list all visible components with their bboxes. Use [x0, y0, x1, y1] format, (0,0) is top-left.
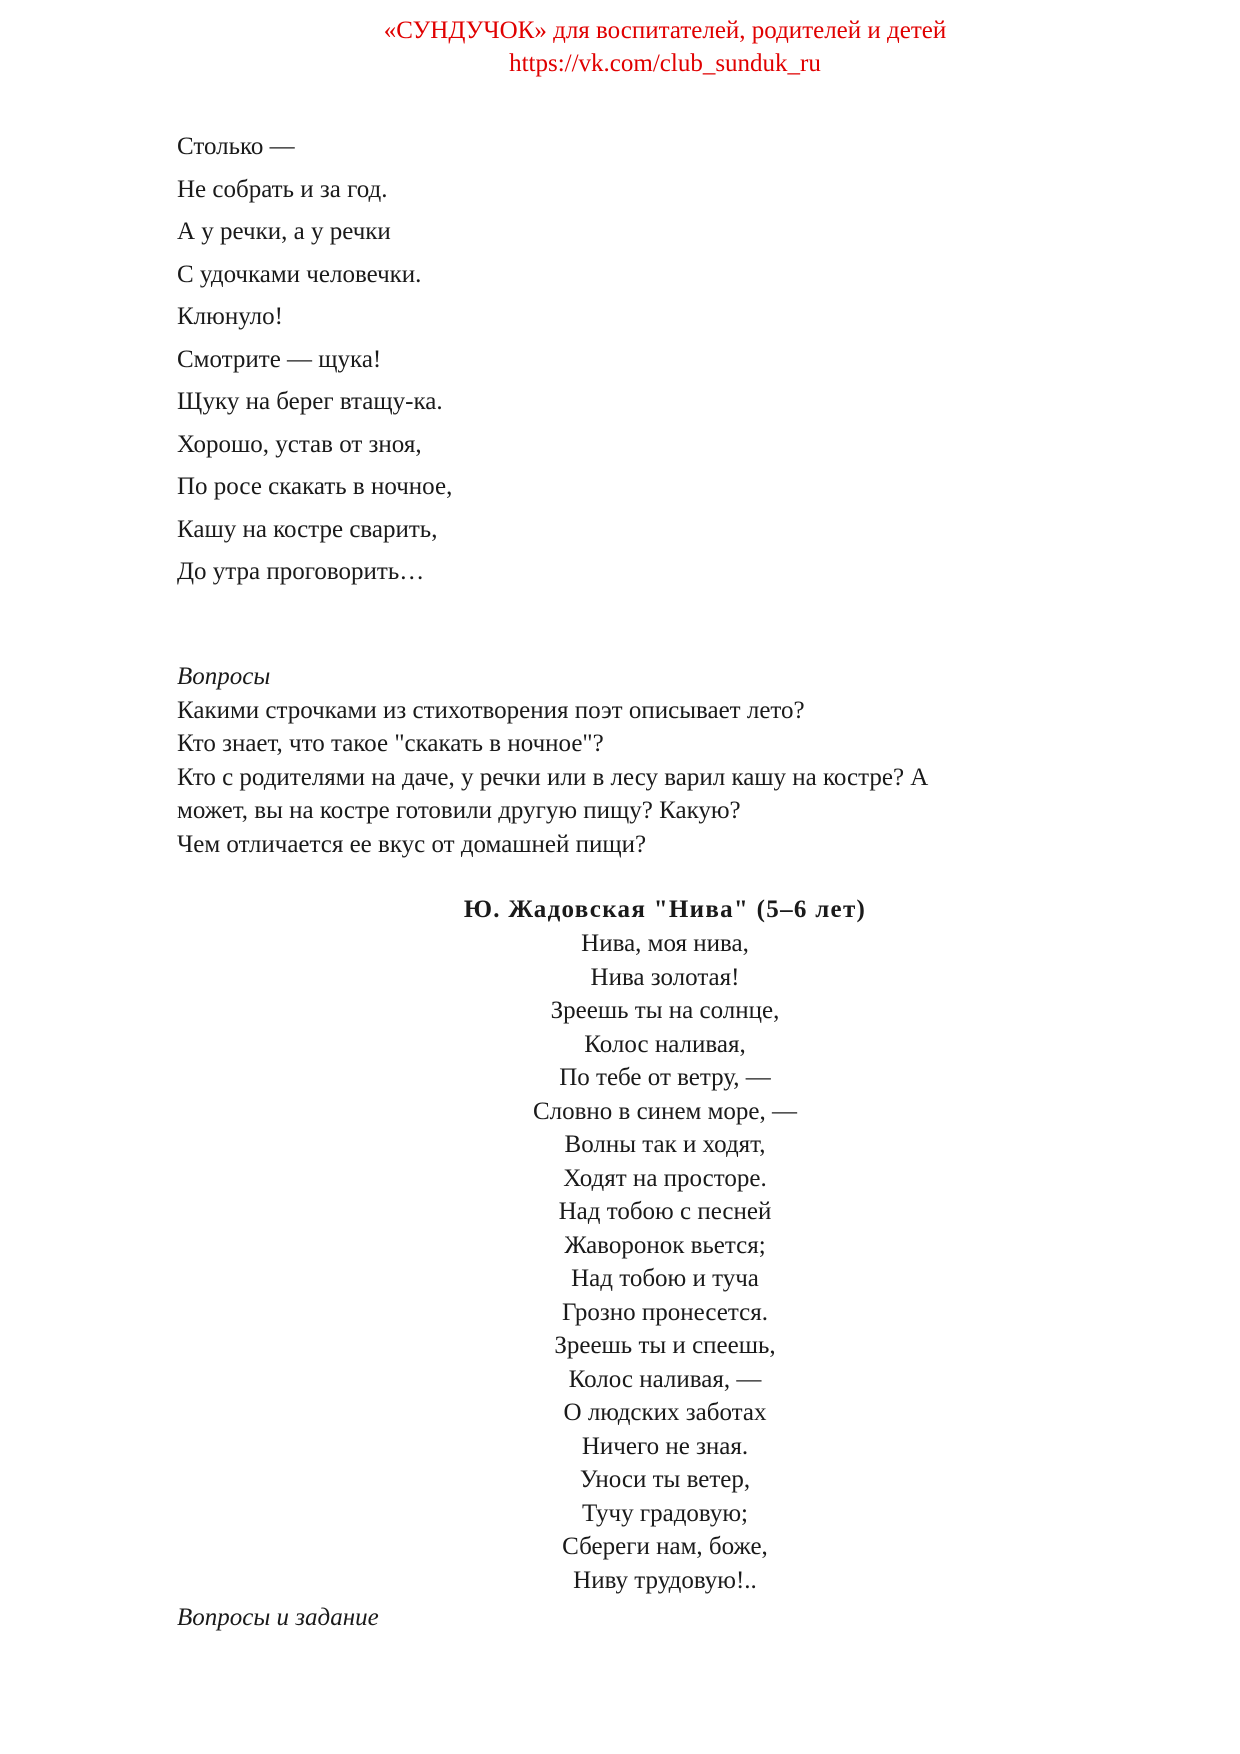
poem-line: Словно в синем море, — [532, 1097, 798, 1125]
poem-line: Не собрать и за год. [177, 175, 388, 203]
poem-line: Ходят на просторе. [563, 1164, 767, 1192]
question-line: Кто знает, что такое "скакать в ночное"? [177, 730, 604, 757]
question-line: может, вы на костре готовили другую пищу? Какую? [177, 797, 741, 824]
poem-line: До утра проговорить… [177, 558, 425, 585]
header-title: «СУНДУЧОК» для воспитателей, родителей и детей [383, 17, 947, 44]
poem-line: Смотрите — щука! [177, 345, 382, 373]
poem-line: Нива, моя нива, [581, 930, 749, 957]
poem-title: Ю. Жадовская "Нива" (5–6 лет) [463, 896, 867, 923]
poem-fragment [177, 126, 452, 594]
poem-line: Колос наливая, — [568, 1365, 762, 1393]
questions-section [177, 660, 1077, 861]
poem-line: Зреешь ты на солнце, [550, 997, 780, 1024]
poem-line: Волны так и ходят, [564, 1131, 766, 1158]
poem-line: По тебе от ветру, — [559, 1064, 771, 1091]
header-link[interactable]: https://vk.com/club_sunduk_ru [509, 50, 821, 77]
poem-line: Ниву трудовую!.. [573, 1566, 757, 1594]
poem-line: Хорошо, устав от зноя, [177, 430, 422, 458]
poem-line: С удочками человечки. [177, 260, 422, 288]
poem-line: Сбереги нам, боже, [562, 1533, 768, 1560]
poem-niva [0, 927, 1240, 1597]
poem-line: Ничего не зная. [581, 1432, 749, 1460]
poem-line: Столько — [177, 133, 295, 160]
question-line: Какими строчками из стихотворения поэт описывает лето? [177, 696, 805, 724]
poem-line: Щуку на берег втащу-ка. [177, 388, 443, 415]
question-line: Кто с родителями на даче, у речки или в лесу варил кашу на костре? А [177, 763, 929, 791]
questions-heading: Вопросы [177, 663, 271, 690]
poem-line: Тучу градовую; [582, 1499, 748, 1527]
poem-line: О людских заботах [563, 1399, 767, 1426]
tasks-heading: Вопросы и задание [177, 1604, 379, 1631]
poem-line: По росе скакать в ночное, [177, 473, 453, 500]
poem-line: Над тобою и туча [571, 1265, 759, 1292]
poem-line: Над тобою с песней [558, 1198, 772, 1225]
poem-line: А у речки, а у речки [177, 218, 391, 245]
poem-line: Жаворонок вьется; [564, 1231, 766, 1259]
question-line: Чем отличается ее вкус от домашней пищи? [177, 830, 647, 858]
poem-line: Колос наливая, [584, 1030, 746, 1058]
poem-line: Грозно пронесется. [562, 1298, 768, 1326]
poem-line: Нива золотая! [590, 963, 740, 991]
poem-line: Зреешь ты и спеешь, [554, 1332, 776, 1359]
poem-line: Клюнуло! [177, 303, 283, 330]
poem-line: Кашу на костре сварить, [177, 515, 438, 543]
page-header [0, 14, 1240, 80]
poem-line: Уноси ты ветер, [579, 1466, 751, 1493]
